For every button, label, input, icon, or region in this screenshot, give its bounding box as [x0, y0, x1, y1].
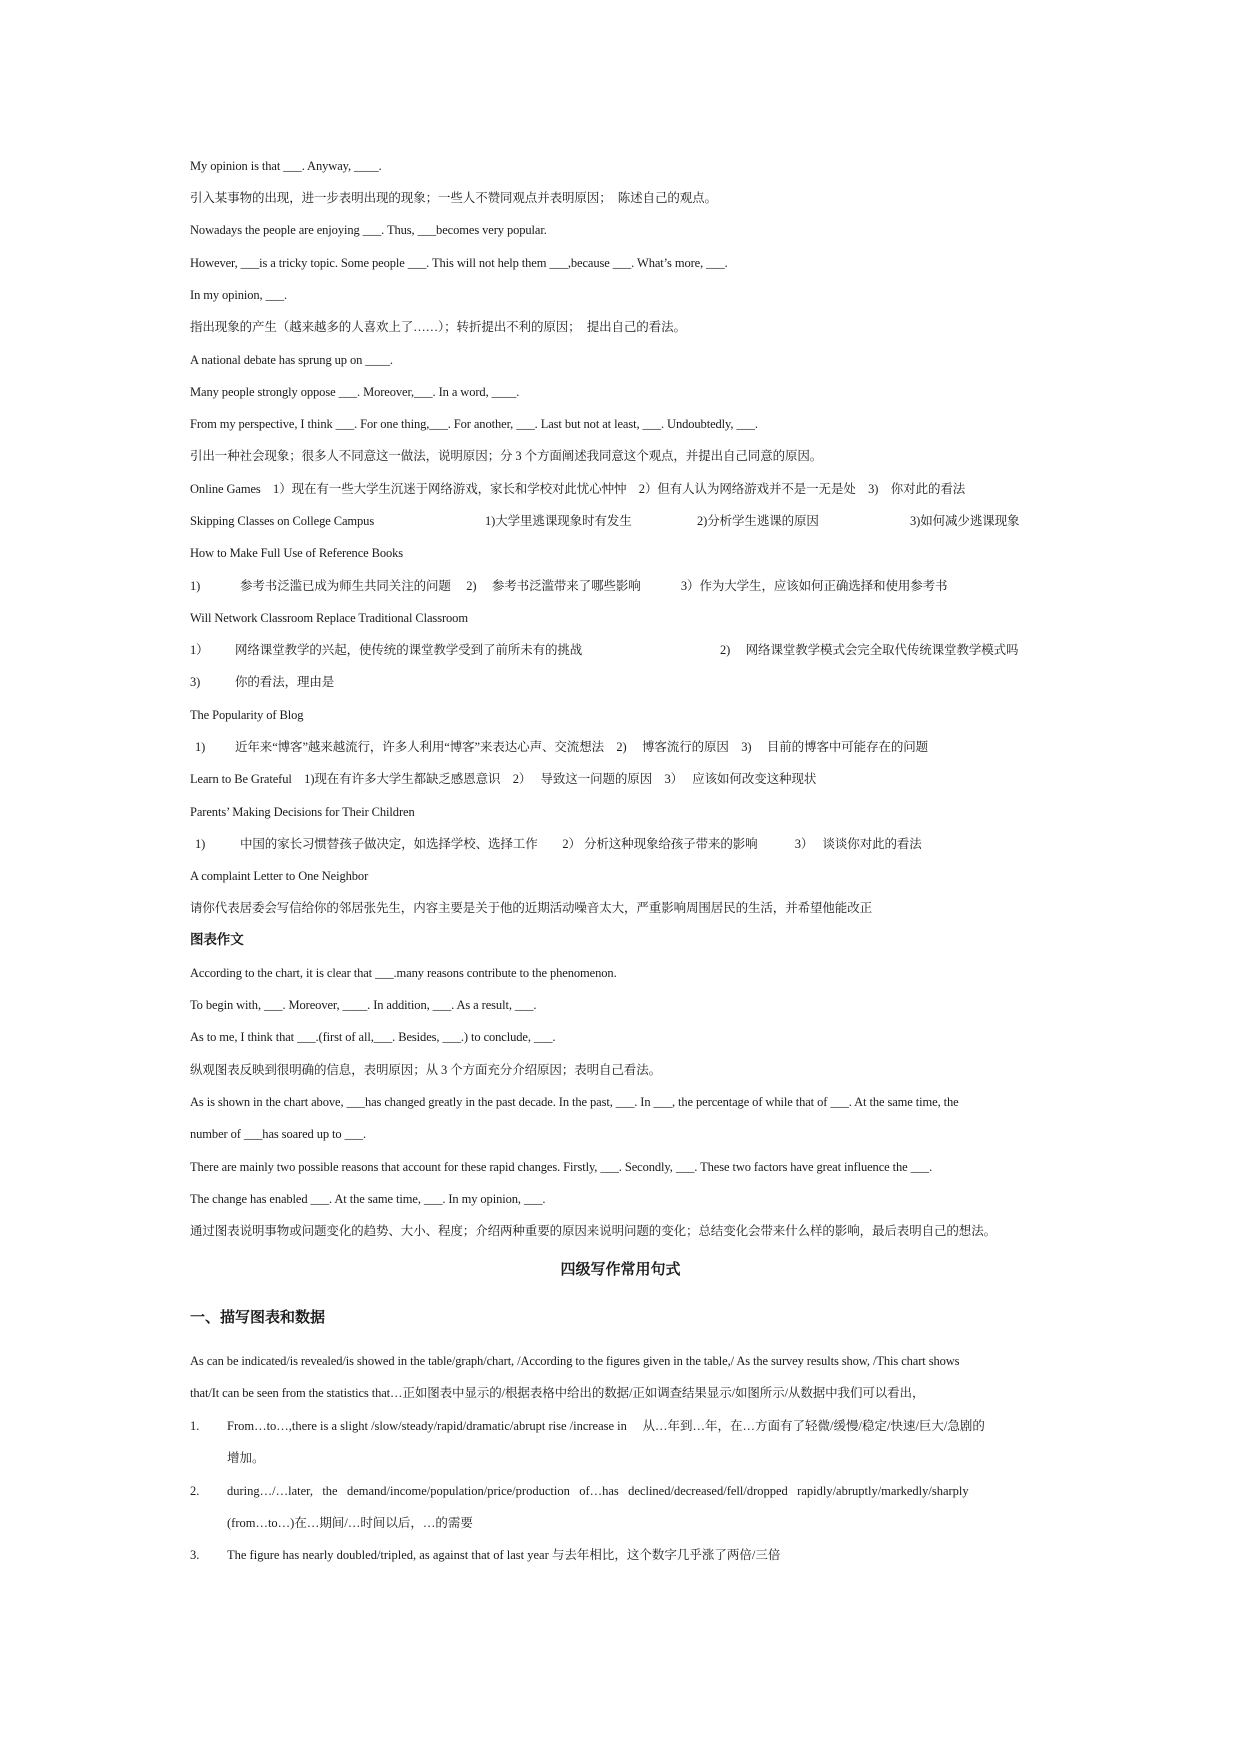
- text-line: number of ___has soared up to ___.: [190, 1127, 367, 1141]
- topic-title: How to Make Full Use of Reference Books: [190, 546, 404, 560]
- text-line: However, ___is a tricky topic. Some people ___. This will not help them ___,because ___. What’s more, ___.: [190, 256, 728, 270]
- point-number: 1）: [190, 643, 209, 657]
- text-line: To begin with, ___. Moreover, ____. In addition, ___. As a result, ___.: [190, 998, 537, 1012]
- text-line: A national debate has sprung up on ____.: [190, 353, 393, 367]
- topic-point: 1)大学里逃课现象时有发生: [485, 514, 632, 528]
- point-text: 近年来“博客”越来越流行，许多人利用“博客”来表达心声、交流想法 2) 博客流行的原因 3) 目前的博客中可能存在的问题: [235, 740, 929, 754]
- list-item-number: 1.: [190, 1419, 200, 1433]
- text-line: My opinion is that ___. Anyway, ____.: [190, 159, 382, 173]
- point-text: 2) 网络课堂教学模式会完全取代传统课堂教学模式吗: [720, 643, 1019, 657]
- topic-title: Will Network Classroom Replace Traditional Classroom: [190, 611, 468, 625]
- topic-title: Parents’ Making Decisions for Their Children: [190, 805, 415, 819]
- topic-title: The Popularity of Blog: [190, 708, 304, 722]
- topic-point: 2)分析学生逃课的原因: [697, 514, 819, 528]
- text-line: According to the chart, it is clear that ___.many reasons contribute to the phenomenon.: [190, 966, 617, 980]
- list-item-text: (from…to…)在…期间/…时间以后，…的需要: [227, 1516, 473, 1530]
- text-line: As is shown in the chart above, ___has changed greatly in the past decade. In the past, ___. In ___, the percentage of while that of ___. At the same time, the: [190, 1095, 959, 1109]
- text-line-chinese: 引出一种社会现象；很多人不同意这一做法，说明原因；分 3 个方面阐述我同意这个观点，并提出自己同意的原因。: [190, 449, 823, 463]
- list-item-text: 增加。: [227, 1451, 265, 1465]
- topic-title: Skipping Classes on College Campus: [190, 514, 375, 528]
- point-number: 1): [195, 740, 206, 754]
- list-item-number: 3.: [190, 1548, 200, 1562]
- list-item-text: during…/…later, the demand/income/population/price/production of…has declined/decreased/fell/dropped rapidly/abruptly/markedly/sharply: [227, 1484, 969, 1498]
- intro-line: that/It can be seen from the statistics that…正如图表中显示的/根据表格中给出的数据/正如调查结果显示/如图所示/从数据中我们可以看出，: [190, 1386, 925, 1400]
- topic-title: A complaint Letter to One Neighbor: [190, 869, 369, 883]
- intro-line: As can be indicated/is revealed/is showed in the table/graph/chart, /According to the figures given in the table,/ As the survey results show, /This chart shows: [190, 1354, 960, 1368]
- text-line: From my perspective, I think ___. For one thing,___. For another, ___. Last but not at least, ___. Undoubtedly, ___.: [190, 417, 758, 431]
- text-line: In my opinion, ___.: [190, 288, 288, 302]
- topic-line: Learn to Be Grateful 1)现在有许多大学生都缺乏感恩意识 2） 导致这一问题的原因 3） 应该如何改变这种现状: [190, 772, 817, 786]
- point-number: 1): [195, 837, 206, 851]
- section-heading: 一、描写图表和数据: [190, 1310, 326, 1326]
- section-label: 图表作文: [190, 932, 244, 947]
- point-text: 你的看法，理由是: [235, 675, 335, 689]
- list-item-text: From…to…,there is a slight /slow/steady/rapid/dramatic/abrupt rise /increase in 从…年到…年，在…方面有了轻微/缓慢/稳定/快速/巨大/急剧的: [227, 1419, 985, 1433]
- text-line: There are mainly two possible reasons that account for these rapid changes. Firstly, ___. Secondly, ___. These two factors have great influence the ___.: [190, 1160, 933, 1174]
- page-title: 四级写作常用句式: [560, 1262, 681, 1278]
- text-line: Many people strongly oppose ___. Moreover,___. In a word, ____.: [190, 385, 520, 399]
- text-line: The change has enabled ___. At the same time, ___. In my opinion, ___.: [190, 1192, 546, 1206]
- list-item-number: 2.: [190, 1484, 200, 1498]
- point-text: 中国的家长习惯替孩子做决定，如选择学校、选择工作 2） 分析这种现象给孩子带来的影响 3） 谈谈你对此的看法: [240, 837, 922, 851]
- text-line: Nowadays the people are enjoying ___. Thus, ___becomes very popular.: [190, 223, 547, 237]
- list-item-text: The figure has nearly doubled/tripled, as against that of last year 与去年相比，这个数字几乎涨了两倍/三倍: [227, 1548, 781, 1562]
- text-line: As to me, I think that ___.(first of all,___. Besides, ___.) to conclude, ___.: [190, 1030, 556, 1044]
- text-line-chinese: 通过图表说明事物或问题变化的趋势、大小、程度；介绍两种重要的原因来说明问题的变化；总结变化会带来什么样的影响，最后表明自己的想法。: [190, 1224, 997, 1238]
- topic-line: Online Games 1）现在有一些大学生沉迷于网络游戏，家长和学校对此忧心忡忡 2）但有人认为网络游戏并不是一无是处 3) 你对此的看法: [190, 482, 966, 496]
- text-line-chinese: 纵观图表反映到很明确的信息，表明原因；从 3 个方面充分介绍原因；表明自己看法。: [190, 1063, 662, 1077]
- point-number: 1): [190, 579, 201, 593]
- text-line-chinese: 指出现象的产生（越来越多的人喜欢上了……）；转折提出不利的原因； 提出自己的看法。: [190, 320, 686, 334]
- text-line-chinese: 引入某事物的出现，进一步表明出现的现象；一些人不赞同观点并表明原因； 陈述自己的观点。: [190, 191, 717, 205]
- topic-point: 3)如何减少逃课现象: [910, 514, 1020, 528]
- point-number: 3): [190, 675, 201, 689]
- point-text: 网络课堂教学的兴起，使传统的课堂教学受到了前所未有的挑战: [235, 643, 583, 657]
- point-text: 参考书泛滥已成为师生共同关注的问题 2) 参考书泛滥带来了哪些影响 3）作为大学生，应该如何正确选择和使用参考书: [240, 579, 948, 593]
- text-line-chinese: 请你代表居委会写信给你的邻居张先生，内容主要是关于他的近期活动噪音太大，严重影响周围居民的生活，并希望他能改正: [190, 901, 873, 915]
